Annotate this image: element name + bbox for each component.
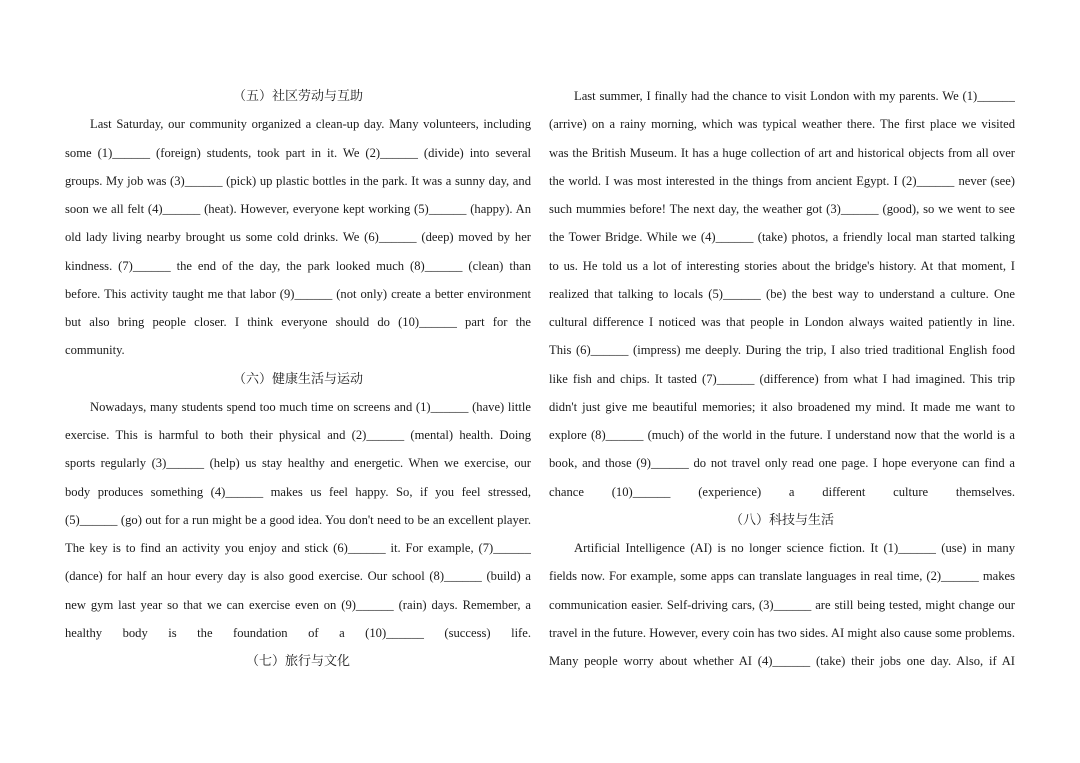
right-text-line: Artificial Intelligence (AI) is no longer science fiction. It (1)______ (use) in many — [574, 541, 1015, 555]
right-text-line: This (6)______ (impress) me deeply. During the trip, I also tried traditional English food — [549, 343, 1015, 358]
right-column — [549, 82, 1015, 675]
right-text-line: book, and those (9)______ do not travel only read one page. I hope everyone can find a — [549, 456, 1015, 471]
left-text-line: some (1)______ (foreign) students, took part in it. We (2)______ (divide) into several — [65, 145, 531, 160]
left-text-line: new gym last year so that we can exercise even on (9)______ (rain) days. Remember, a — [65, 597, 531, 612]
right-text-line: like fish and chips. It tasted (7)______ (difference) from what I had imagined. This trip — [549, 371, 1015, 386]
left-text-line: Nowadays, many students spend too much time on screens and (1)______ (have) little — [90, 399, 531, 414]
section-heading: （七）旅行与文化 — [245, 653, 350, 668]
section-heading: （五）社区劳动与互助 — [232, 88, 363, 103]
left-text-line: sports regularly (3)______ (help) us stay healthy and energetic. When we exercise, our — [65, 456, 531, 471]
section-heading: （八）科技与生活 — [729, 511, 834, 527]
left-text-line: kindness. (7)______ the end of the day, the park looked much (8)______ (clean) than — [65, 258, 531, 273]
right-text-line: the Tower Bridge. While we (4)______ (take) photos, a friendly local man started talking — [549, 230, 1015, 245]
left-text-line: (dance) for half an hour every day is also good exercise. Our school (8)______ (build) a — [65, 569, 531, 584]
left-text-line: exercise. This is harmful to both their physical and (2)______ (mental) health. Doing — [65, 428, 531, 442]
right-text-line: was the British Museum. It has a huge collection of art and historical objects from all over — [549, 145, 1015, 160]
left-text-line: (5)______ (go) out for a run might be a good idea. You don't need to be an excellent player. — [65, 512, 531, 527]
right-text-line: realized that talking to locals (5)______ (be) the best way to understand a culture. One — [549, 286, 1015, 301]
right-text-line: fields now. For example, some apps can translate languages in real time, (2)______ makes — [549, 569, 1015, 584]
left-text-line: old lady living nearby brought us some cold drinks. We (6)______ (deep) moved by her — [65, 230, 531, 245]
left-text-line: soon we all felt (4)______ (heat). However, everyone kept working (5)______ (happy). An — [65, 202, 531, 216]
right-text-line: such mummies before! The next day, the weather got (3)______ (good), so we went to see — [549, 202, 1015, 216]
right-text-line: (arrive) on a rainy morning, which was typical weather there. The first place we visited — [549, 117, 1015, 132]
section-heading: （六）健康生活与运动 — [232, 370, 363, 386]
right-text-line: communication easier. Self-driving cars, (3)______ are still being tested, might change our — [549, 597, 1015, 612]
right-text-line: explore (8)______ (much) of the world in the future. I understand now that the world is a — [549, 428, 1015, 442]
right-text-line: travel in the future. However, every coin has two sides. AI might also cause some problems. — [549, 625, 1015, 640]
left-text-line: healthy body is the foundation of a (10)______ (success) life. — [65, 625, 531, 640]
right-text-line: chance (10)______ (experience) a different culture themselves. — [549, 484, 1015, 499]
right-text-line: to us. He told us a lot of interesting stories about the bridge's history. At that moment, I — [549, 258, 1015, 273]
left-text-line: body produces something (4)______ makes us feel happy. So, if you feel stressed, — [65, 484, 531, 499]
right-text-line: Many people worry about whether AI (4)______ (take) their jobs one day. Also, if AI — [549, 654, 1015, 668]
left-text-line: The key is to find an activity you enjoy and stick (6)______ it. For example, (7)______ — [65, 541, 531, 555]
left-text-line: community. — [65, 343, 125, 358]
right-text-line: the world. I was most interested in the things from ancient Egypt. I (2)______ never (see) — [549, 173, 1015, 188]
right-text-line: Last summer, I finally had the chance to visit London with my parents. We (1)______ — [574, 89, 1015, 103]
left-text-line: Last Saturday, our community organized a clean-up day. Many volunteers, including — [90, 117, 531, 132]
right-text-line: cultural difference I noticed was that people in London always waited patiently in line. — [549, 315, 1015, 329]
right-text-line: didn't just give me beautiful memories; it also broadened my mind. It made me want to — [549, 399, 1015, 414]
left-column — [65, 82, 531, 675]
left-text-line: before. This activity taught me that labor (9)______ (not only) create a better environment — [65, 286, 531, 301]
left-text-line: but also bring people closer. I think everyone should do (10)______ part for the — [65, 315, 531, 329]
left-text-line: groups. My job was (3)______ (pick) up plastic bottles in the park. It was a sunny day, and — [65, 173, 531, 188]
